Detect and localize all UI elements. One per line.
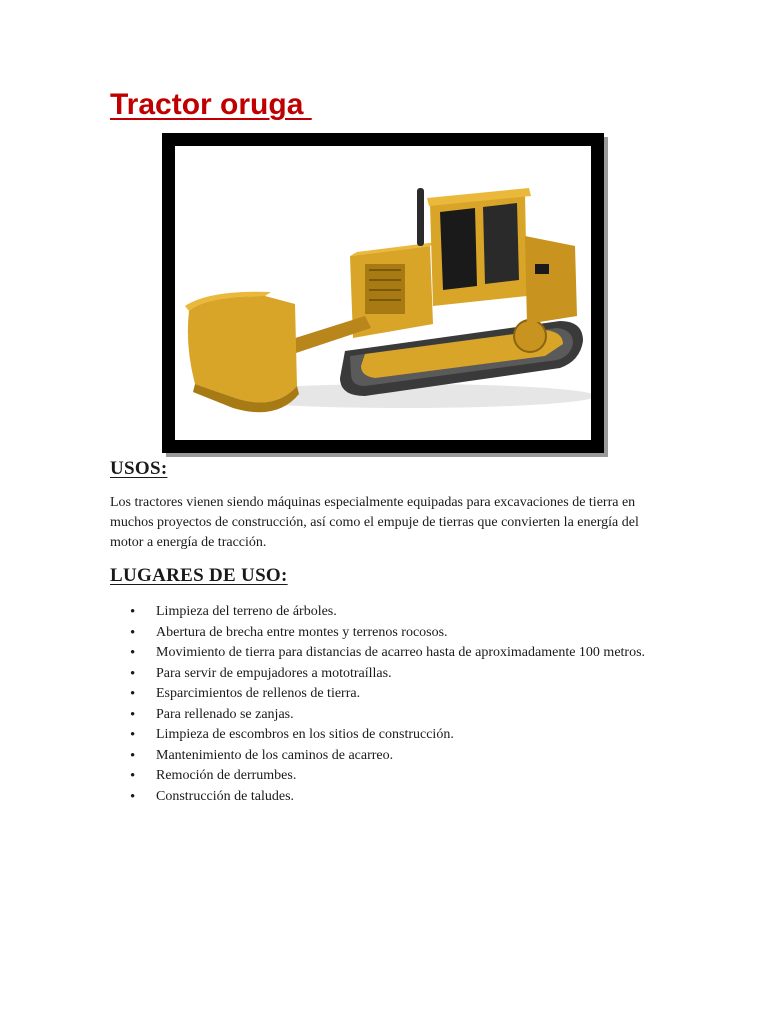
section-heading-lugares: LUGARES DE USO: [110,565,288,586]
list-item: • Limpieza de escombros en los sitios de construcción. [110,725,670,746]
list-item: • Movimiento de tierra para distancias de acarreo hasta de aproximadamente 100 metros. [110,643,670,664]
lugares-list [110,602,670,807]
list-item: • Para servir de empujadores a mototraíllas. [110,664,670,685]
list-item: • Limpieza del terreno de árboles. [110,602,670,623]
list-item: • Remoción de derrumbes. [110,766,670,787]
list-item: • Mantenimiento de los caminos de acarreo. [110,746,670,767]
usos-paragraph: Los tractores vienen siendo máquinas especialmente equipadas para excavaciones de tierra en muchos proyectos de construcción, así como el empuje de tierras que convierten la energía del motor a energía de tracción. [110,495,639,550]
list-item: • Construcción de taludes. [110,787,670,808]
list-item: • Para rellenado se zanjas. [110,705,670,726]
page-title: Tractor oruga [110,88,312,121]
section-heading-usos: USOS: [110,458,168,479]
bulldozer-photo-frame [162,133,604,453]
bulldozer-image [175,146,591,440]
list-item: • Esparcimientos de rellenos de tierra. [110,684,670,705]
list-item: • Abertura de brecha entre montes y terrenos rocosos. [110,623,670,644]
